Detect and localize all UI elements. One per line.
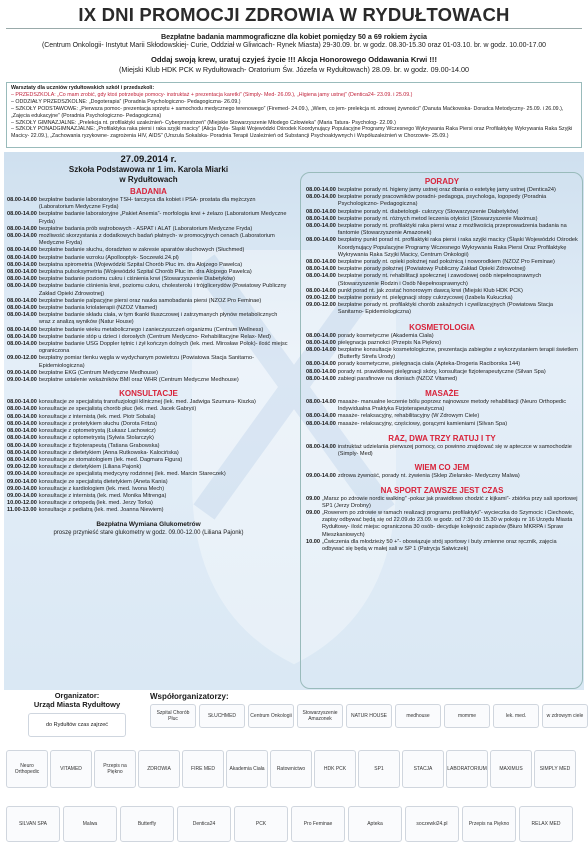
schedule-time: 08.00-14.00 [7, 435, 37, 442]
schedule-time: 09.00-14.00 [7, 377, 37, 384]
main-panel [4, 152, 584, 690]
partner-logo-text: PCK [255, 821, 267, 827]
schedule-time: 08.00-14.00 [306, 413, 336, 420]
partner-logo [120, 806, 174, 842]
schedule-row [306, 216, 578, 223]
schedule-time: 09.00-12.00 [306, 295, 336, 302]
partner-logo-text: NATUR HOUSE [350, 713, 388, 719]
schedule-time: 08.00-14.00 [306, 332, 336, 339]
partner-logo [199, 704, 245, 728]
schedule-row [7, 471, 290, 478]
schedule-row [7, 377, 290, 384]
partner-logo [234, 806, 288, 842]
schedule-row [306, 187, 578, 194]
schedule-description: bezpłatne ustalenie wskaźników BMI oraz WHR (Centrum Medyczne Medhouse) [38, 377, 239, 384]
schedule-row [306, 347, 578, 361]
partner-logo-text: ZDROWIA [147, 766, 171, 772]
schedule-description: bezpłatne porady nt. opieki położnej nad położnicą i noworodkiem (NZOZ Pro Feminae) [337, 259, 555, 266]
schedule-description: bezpłatne badanie wzroku (Apollooptyk- Soczewki.24.pl) [38, 254, 179, 261]
schedule-description: bezpłatne badanie poziomu cukru i ciśnienia krwi (Stowarzyszenie Diabetyków) [38, 276, 236, 283]
schedule-description: bezpłatne badanie słuchu, doradztwo w zakresie aparatów słuchowych (Słuchmed) [38, 247, 245, 254]
schedule-time: 08.00-14.00 [7, 420, 37, 427]
schedule-time: 09.00-14.00 [7, 485, 37, 492]
schedule-time: 08.00-14.00 [7, 297, 37, 304]
schedule-description: bezpłatne EKG (Centrum Medyczne Medhouse) [38, 369, 158, 376]
partner-logo-text: SIMPLY MED [539, 766, 571, 772]
kosmetologia-list [306, 333, 578, 383]
schedule-row [306, 266, 578, 273]
schedule-row [7, 327, 290, 334]
schedule-row [7, 283, 290, 297]
schedule-time: 09.00-12.00 [306, 302, 336, 309]
partner-logo [346, 704, 392, 728]
schedule-row [7, 341, 290, 355]
schedule-description: konsultacje z internistą (lek. med. Monika Mitrenga) [38, 492, 167, 499]
schedule-row [7, 493, 290, 500]
schedule-row [7, 197, 290, 211]
schedule-row [7, 457, 290, 464]
partner-logo-text: Malwa [82, 821, 98, 827]
schedule-time: 09.00-14.00 [7, 471, 37, 478]
schedule-time: 10.00-12.00 [7, 500, 37, 507]
schedule-row [7, 305, 290, 312]
partner-logo-text: Dentica24 [192, 821, 216, 827]
schedule-time: 08.00-14.00 [7, 247, 37, 254]
glukometry-title: Bezpłatna Wymiana Glukometrów [96, 520, 201, 528]
workshops-box [6, 82, 582, 148]
schedule-time: 08.00-14.00 [306, 194, 336, 201]
wiem-list [306, 473, 578, 480]
partner-logo-text: Centrum Onkologii [250, 713, 292, 719]
schedule-time: 08.00-14.00 [306, 368, 336, 375]
partner-logo [226, 750, 268, 788]
schedule-row [7, 355, 290, 369]
schedule-time: 08.00-14.00 [306, 273, 336, 280]
schedule-description: bezpłatne badanie laboratoryjne TSH- tarczyca dla kobiet i PSA- prostata dla mężczyzn (Laboratorium Medyczne Fryda) [38, 197, 256, 211]
schedule-row [7, 450, 290, 457]
schedule-row [7, 443, 290, 450]
schedule-time: 08.00-14.00 [306, 347, 336, 354]
schedule-description: bezpłatne porady nt. higieny jamy ustnej oraz dbania o estetykę jamy ustnej (Dentica24) [337, 187, 556, 193]
partner-logo-text: Szpital Chorób Płuc [156, 710, 190, 722]
partner-logo [493, 704, 539, 728]
schedule-row [7, 312, 290, 326]
konsultacje-list [7, 399, 290, 514]
schedule-description: bezpłatne badanie palpacyjne piersi oraz nauka samobadania piersi (NZOZ Pro Feminae) [38, 297, 262, 304]
schedule-time: 09.00-14.00 [7, 369, 37, 376]
section-title-masaze: MASAŻE [425, 389, 459, 399]
schedule-time: 08.00-14.00 [7, 442, 37, 449]
section-title-wiem: WIEM CO JEM [414, 463, 470, 473]
schedule-description: „Rowerem po zdrowie w ramach realizacji programu profilaktyki”- wycieczka do Szymocic i Ciechowic, zapisy odbywać będą się od 22.09.do 23.09. w godz. od 7:30 do 15.30 w pokoju nr 16 Urzędu Miasta Rydułtowy- ilość miejsc ograniczona 30 osób- decyduje kolejność zapisów (Biuro MKRPA i Spraw Mieszkaniowych) [322, 509, 575, 538]
schedule-row [306, 444, 578, 458]
schedule-time: 08.00-14.00 [7, 261, 37, 268]
schedule-row [306, 295, 578, 302]
schedule-row [7, 211, 290, 225]
partner-logo [395, 704, 441, 728]
schedule-description: konsultacje ze specjalistą transfuzjologii klinicznej (lek. med. Jadwiga Szumura- Kiszka) [38, 399, 256, 406]
partner-logo-text: lek. med. [505, 713, 527, 719]
schedule-description: bezpłatne badanie USG Doppler tętnic i żył kończyn dolnych (lek. med. Mirosław Polok)- ilość miejsc ograniczona [38, 341, 288, 355]
schedule-row [306, 539, 578, 553]
partner-logo [138, 750, 180, 788]
section-title-konsultacje: KONSULTACJE [119, 389, 178, 399]
blood-details: (Miejski Klub HDK PCK w Rydułtowach- Oratorium Św. Józefa w Rydułtowach) 28.09. br. w godz. 09.00-14.00 [119, 65, 469, 74]
partner-logo-text: SŁUCHMED [207, 713, 237, 719]
schedule-row [306, 496, 578, 510]
schedule-time: 08.00-14.00 [306, 361, 336, 368]
schedule-row [306, 340, 578, 347]
schedule-row [7, 428, 290, 435]
schedule-time: 08.00-14.00 [7, 276, 37, 283]
schedule-row [306, 376, 578, 383]
schedule-row [7, 255, 290, 262]
right-column [306, 174, 578, 553]
section-title-sport: NA SPORT ZAWSZE JEST CZAS [380, 485, 504, 495]
schedule-description: bezpłatne porady pracowników poradni- pedagoga, psychologa, logopedy (Poradnia Psychologiczno- Pedagogiczna) [337, 194, 547, 208]
partner-logo-text: STACJA [413, 766, 433, 772]
schedule-row [306, 333, 578, 340]
raz-list [306, 444, 578, 458]
schedule-row [7, 507, 290, 514]
partner-logo-text: VITAMED [60, 766, 82, 772]
schedule-time: 08.00-14.00 [306, 215, 336, 222]
schedule-time: 08.00-14.00 [7, 449, 37, 456]
schedule-row [7, 370, 290, 377]
schedule-row [306, 288, 578, 295]
partner-logo [6, 750, 48, 788]
partner-logo-text: momme [457, 713, 477, 719]
schedule-row [7, 464, 290, 471]
schedule-time: 08.00-14.00 [7, 413, 37, 420]
schedule-description: bezpłatne porady nt. różnych metod leczenia otyłości (Stowarzyszenie Maximus) [337, 215, 538, 222]
partner-logo-text: FIRE MED [191, 766, 215, 772]
schedule-row [7, 334, 290, 341]
schedule-description: konsultacje z dietetykiem (Anna Rutkowska- Kalocińska) [38, 449, 179, 456]
schedule-description: konsultacje z protetykiem słuchu (Dorota Fritza) [38, 420, 157, 427]
schedule-time: 08.00-14.00 [7, 456, 37, 463]
schedule-row [306, 259, 578, 266]
glukometry-text: proszę przynieść stare glukometry w godz. 09.00-12.00 (Liliana Pajonk) [53, 529, 244, 536]
schedule-time: 08.00-14.00 [7, 312, 37, 319]
schedule-time: 08.00-14.00 [306, 259, 336, 266]
schedule-row [306, 209, 578, 216]
schedule-time: 08.00-14.00 [306, 339, 336, 346]
workshop-title: Warsztaty dla uczniów rydułtowskich szkół i przedszkoli: [11, 85, 155, 91]
schedule-description: konsultacje z kardiologiem (lek. med. Iwona Mech) [38, 485, 165, 492]
schedule-row [306, 413, 578, 420]
organizer-title: Organizator: [54, 691, 100, 700]
schedule-row [7, 226, 290, 233]
partner-logo-text: Apteka [367, 821, 383, 827]
schedule-row [306, 399, 578, 413]
schedule-row [7, 435, 290, 442]
schedule-description: konsultacje ze specjalistą chorób płuc (lek. med. Jacek Gabryś) [38, 406, 197, 413]
schedule-time: 08.00-14.00 [7, 305, 37, 312]
schedule-row [7, 486, 290, 493]
schedule-time: 08.00-14.00 [7, 211, 37, 218]
partner-logo-text: Przepis na Piękno [103, 763, 127, 775]
partner-logo [50, 750, 92, 788]
partner-logo [490, 750, 532, 788]
schedule-time: 11.00-13.00 [7, 507, 37, 514]
schedule-time: 08.00-14.00 [7, 326, 37, 333]
schedule-description: konsultacje ze specjalistą dietetykiem (Aneta Kania) [38, 478, 168, 485]
partners-title: Współorganizatorzy: [150, 692, 229, 701]
partner-logo-text: w zdrowym ciele [546, 713, 584, 719]
partner-logo-text: Ratownictwo [276, 766, 306, 772]
partner-logo [444, 704, 490, 728]
partner-logo [348, 806, 402, 842]
organizer-name: Urząd Miasta Rydułtowy [33, 699, 121, 709]
partner-logo [462, 806, 516, 842]
schedule-description: zabiegi parafinowe na dłoniach (NZOZ Vitamed) [337, 375, 458, 382]
section-title-porady: PORADY [424, 177, 460, 186]
partner-logo-text: Przepis na Piękno [468, 821, 510, 827]
organizer-logo-text: do Rydułtów czas zajrzeć [45, 721, 109, 728]
schedule-time: 08.00-14.00 [306, 375, 336, 382]
schedule-description: masaże- relaksacyjny, częściowy, gorącymi kamieniami (Silvan Spa) [337, 420, 508, 427]
schedule-description: instruktaż udzielania pierwszej pomocy, co powinno znajdować się w apteczce w samochodzie (Simply- Med) [337, 443, 572, 458]
schedule-description: punkt porad nt. jak zostać honorowym dawcą krwi (Miejski Klub HDK PCK) [337, 287, 523, 294]
schedule-description: bezpłatne badanie laboratoryjne „Pakiet Anemia”- morfologia krwi + żelazo (Laboratorium Medyczne Fryda) [38, 211, 287, 225]
section-title-badania: BADANIA [130, 187, 167, 196]
schedule-description: bezpłatne konsultacje kosmetologiczne, prezentacja zabiegów z wykorzystaniem terapii świetlem (Butterfly Strefa Urody) [337, 347, 578, 361]
schedule-row [7, 247, 290, 254]
schedule-description: konsultacje ze stomatologiem (lek. med. Dagmara Figura) [38, 456, 183, 463]
partner-logo [402, 750, 444, 788]
schedule-time: 09.00-14.00 [306, 473, 336, 480]
schedule-time: 08.00-14.00 [7, 428, 37, 435]
schedule-row [306, 223, 578, 237]
schedule-row [306, 473, 578, 480]
schedule-description: bezpłatne badania prób wątrobowych - ASPAT i ALAT (Laboratorium Medyczne Fryda) [38, 225, 253, 232]
schedule-time: 08.00-14.00 [306, 208, 336, 215]
schedule-description: bezpłatna pulsoksymetria (Wojewódzki Szpital Chorób Płuc im. dra Alojzego Pawelca) [38, 269, 252, 276]
partner-logo [542, 704, 588, 728]
partner-logo-text: LABORATORIUM [447, 766, 487, 772]
schedule-row [7, 406, 290, 413]
schedule-description: konsultacje z internistą (lek. med. Piotr Sobala) [38, 413, 156, 420]
partner-logo-text: SP1 [374, 766, 384, 772]
schedule-row [7, 479, 290, 486]
schedule-row [306, 273, 578, 287]
schedule-row [7, 262, 290, 269]
schedule-description: bezpłatne porady nt. pielęgnacji stopy cukrzycowej (Izabela Kukuczka) [337, 295, 513, 302]
workshop-line: – PRZEDSZKOLA: „Co mam zrobić, gdy ktoś potrzebuje pomocy- instruktaż + prezentacja karetki” (Simply- Med- 26.09.), „Higiena jamy ustnej” (Dentica24- 23.09. i 25.09.) [11, 91, 413, 98]
schedule-row [306, 421, 578, 428]
partner-logo [270, 750, 312, 788]
schedule-row [7, 298, 290, 305]
partner-logo-text: Butterfly [137, 821, 157, 827]
schedule-description: masaże- manualne leczenie bólu poprzez najnowsze metody rehabilitacji (Neuro Orthopedic Indywidualna Praktyka Fizjoterapeutyczna) [337, 399, 567, 413]
sport-list [306, 496, 578, 554]
schedule-time: 09.00-12.00 [7, 355, 37, 362]
schedule-row [306, 510, 578, 539]
partner-logo [177, 806, 231, 842]
workshop-line: – SZKOŁY PONADGIMNAZJALNE: „Profilaktyka raka piersi i raka szyjki macicy” (Alicja Dyla- Śląski Wojewódzki Ośrodek Koordynujący Populacyjne Programy Wczesnego Wykrywania Raka Piersi oraz Profilaktykę Wykrywania Raka Szyjki Macicy- 22.09.), „Zachowania ryzykowne- zagrożenia HIV, AIDS” (Urszula Sokalska- Poradnia Terapii Uzależnień od Substancji Psychoaktywnych i Współuzależnień w Chorzowie- 25.09.) [11, 126, 573, 140]
schedule-time: 08.00-14.00 [306, 399, 336, 406]
schedule-row [7, 276, 290, 283]
section-title-raz: RAZ, DWA TRZY RATUJ I TY [388, 433, 496, 443]
schedule-description: konsultacje z pediatrą (lek. med. Joanna Niewiem) [38, 507, 164, 514]
schedule-description: bezpłatny pomiar tlenku węgla w wydychanym powietrzu (Powiatowa Stacja Sanitarno- Epidemiologiczna) [38, 355, 255, 369]
event-school: Szkoła Podstawowa nr 1 im. Karola Miarki [68, 165, 229, 174]
porady-list [306, 187, 578, 317]
partner-logo [291, 806, 345, 842]
schedule-description: porady kosmetyczne (Akademia Ciała) [337, 332, 434, 339]
section-title-kosmetologia: KOSMETOLOGIA [409, 322, 475, 332]
partner-logo-text: medhouse [406, 713, 430, 719]
page-title: IX DNI PROMOCJI ZDROWIA W RYDUŁTOWACH [78, 4, 510, 25]
schedule-description: konsultacje z optometrystą (Sylwia Stolarczyk) [38, 435, 154, 442]
schedule-time: 08.00-14.00 [7, 341, 37, 348]
schedule-description: konsultacje z ortopedą (lek. med. Jerzy Torka) [38, 500, 153, 507]
schedule-description: „Ćwiczenia dla młodzieży 50 +”- obowiązuje strój sportowy i buty zmienne oraz ręcznik, zajęcia odbywać się będą w małej sali w SP 1 (Patrycja Sałwiczek) [322, 538, 557, 552]
schedule-row [7, 399, 290, 406]
schedule-time: 08.00-14.00 [306, 443, 336, 450]
schedule-time: 08.00-14.00 [306, 223, 336, 230]
schedule-time: 10.00 [306, 538, 320, 545]
schedule-time: 08.00-14.00 [7, 225, 37, 232]
partner-logo-text: MAXIMUS [499, 766, 523, 772]
schedule-description: możliwość skorzystania z dodatkowych badań płatnych- w promocyjnych cenach (Laboratorium Medyczne Fryda) [38, 233, 275, 247]
schedule-description: bezpłatne porady nt. rehabilitacji społecznej i zawodowej osób niepełnosprawnych (Stowarzyszenie Rodzin i Osób Niepełnosprawnych) [337, 273, 542, 287]
blood-heading: Oddaj swoją krew, uratuj czyjeś życie !!! Akcja Honorowego Oddawania Krwi !!! [151, 55, 437, 64]
schedule-time: 08.00-14.00 [306, 237, 336, 244]
title-rule [6, 28, 582, 29]
schedule-row [7, 233, 290, 247]
schedule-row [7, 500, 290, 507]
schedule-description: bezpłatne badanie składu ciała, w tym tkanki tłuszczowej i zatrzymanych płynów metabolicznych wraz z analizą wyników (Natur House) [38, 312, 278, 326]
partner-logo [358, 750, 400, 788]
schedule-description: bezpłatne porady nt. diabetologii- cukrzycy (Stowarzyszenie Diabetyków) [337, 208, 519, 215]
partner-logo [6, 806, 60, 842]
schedule-time: 09.00 [306, 495, 320, 502]
partner-logo [519, 806, 573, 842]
schedule-time: 08.00-14.00 [306, 266, 336, 273]
schedule-row [306, 302, 578, 316]
workshop-line: – SZKOŁY GIMNAZJALNE: „Prelekcja nt. profilaktyki uzależnień- Cyberprzestrzeń” (Miejskie Stowarzyszenie Młodego Człowieka” (Maria Tatura- Psycholog- 22.09.) [11, 119, 396, 126]
partner-logo-text: SILVAN SPA [18, 821, 48, 827]
schedule-row [306, 369, 578, 376]
schedule-row [306, 361, 578, 368]
workshop-line: – ODDZIAŁY PRZEDSZKOLNE: „Dogoterapia” (Poradnia Psychologiczno- Pedagogiczna- 26.09.) [11, 98, 241, 105]
schedule-description: bezpłatne badanie wieku metabolicznego i zanieczyszczeń organizmu (Centrum Wellness) [38, 326, 264, 333]
schedule-time: 09.00 [306, 509, 320, 516]
partner-logo-text: Akademia Ciała [229, 766, 265, 772]
schedule-description: konsultacje z fizjoterapeutą (Tatiana Grabowska) [38, 442, 160, 449]
schedule-time: 08.00-14.00 [306, 287, 336, 294]
schedule-description: bezpłatna spirometria (Wojewódzki Szpital Chorób Płuc im. dra Alojzego Pawelca) [38, 261, 243, 268]
schedule-description: masaże- relaksacyjny, rehabilitacyjny (W Zdrowym Ciele) [337, 413, 480, 420]
footer [0, 692, 588, 848]
schedule-description: pielęgnacja paznokci (Przepis Na Piękno) [337, 339, 442, 346]
schedule-description: „Marsz po zdrowie nordic walking” -pokaz jak prawidłowo chodzić z kijkami”- zbiórka przy sali sportowej SP1 (Jerzy Drobny) [322, 495, 578, 509]
partner-logo [314, 750, 356, 788]
partner-logo [446, 750, 488, 788]
mammo-details: (Centrum Onkologii- Instytut Marii Skłodowskiej- Curie, Oddział w Gliwicach- Rynek Miasta) 29-30.09. br. w godz. 08.30-15.30 oraz 01-03.10. br. w godz. 10.00-17.00 [41, 42, 546, 49]
schedule-time: 08.00-14.00 [7, 269, 37, 276]
event-city: w Rydułtowach [119, 174, 178, 184]
partner-logo [94, 750, 136, 788]
schedule-row [7, 414, 290, 421]
partner-logo [150, 704, 196, 728]
partner-logo-text: HDK PCK [323, 766, 347, 772]
partner-logo [248, 704, 294, 728]
schedule-time: 08.00-14.00 [7, 333, 37, 340]
partner-logo [182, 750, 224, 788]
partner-logo-text: Stowarzyszenie Amazonek [302, 710, 338, 722]
partner-logo-text: RELAX MED [531, 821, 561, 827]
organizer-block [18, 692, 136, 737]
schedule-description: bezpłatne badanie stóp u dzieci i dorosłych (Centrum Medyczno- Rehabilitacyjne Relax- Med) [38, 333, 271, 340]
schedule-description: bezpłatne porady nt. profilaktyki chorób zakaźnych i cywilizacyjnych (Powiatowa Stacja Sanitarno- Epidemiologiczna) [337, 302, 554, 316]
event-date: 27.09.2014 r. [120, 154, 177, 165]
schedule-row [7, 421, 290, 428]
schedule-row [7, 269, 290, 276]
partner-logo [534, 750, 576, 788]
organizer-logo [28, 713, 126, 737]
schedule-time: 09.00-14.00 [7, 478, 37, 485]
workshop-line: – SZKOŁY PODSTAWOWE: „Pierwsza pomoc- prezentacja sprzętu + samochodu medycznego terenowego” (Firemed- 24.09.), „Wiem, co jem- prelekcja nt. zdrowej żywności” (Danuta Maćkowska- Doradca Metodyczny- 25.09. i 26.09.), „Zajęcia edukacyjne” (Poradnia Psychologiczno- Pedagogiczna) [11, 105, 564, 119]
mammo-heading: Bezpłatne badania mammograficzne dla kobiet pomiędzy 50 a 69 rokiem życia [160, 32, 428, 41]
schedule-description: konsultacje z optometrystą (Łukasz Lachowicz) [38, 428, 156, 435]
schedule-time: 08.00-14.00 [7, 399, 37, 406]
schedule-description: porady nt. prawidłowej pielęgnacji skóry, konsultacje fizjoterapeutyczne (Silvan Spa) [337, 368, 546, 375]
schedule-time: 08.00-14.00 [7, 406, 37, 413]
schedule-row [306, 194, 578, 208]
partner-logo-text: Pro Feminae [303, 821, 333, 827]
schedule-time: 09.00-14.00 [7, 492, 37, 499]
partner-logo [405, 806, 459, 842]
partner-logo-text: soczewki24.pl [416, 821, 448, 827]
badania-list [7, 197, 290, 384]
schedule-time: 08.00-14.00 [7, 233, 37, 240]
schedule-description: zdrowa żywność, porady nt. żywienia (Sklep Zielarsko- Medyczny Malwa) [337, 473, 520, 480]
schedule-row [306, 237, 578, 259]
partner-logo-text: Neuro Orthopedic [14, 763, 40, 775]
schedule-time: 09.00-12.00 [7, 464, 37, 471]
masaze-list [306, 399, 578, 428]
schedule-time: 08.00-14.00 [306, 187, 336, 193]
schedule-time: 08.00-14.00 [7, 197, 37, 203]
schedule-description: porady kosmetyczne, pielęgnacja ciała (Apteka-Drogeria Raciborska 144) [337, 361, 521, 368]
schedule-description: bezpłatne badania kriolaterapii (NZOZ Vitamed) [38, 305, 158, 312]
schedule-description: konsultacje ze specjalistą medycyny rodzinnej (lek. med. Marcin Stareczek) [38, 471, 226, 478]
schedule-description: konsultacje z dietetykiem (Liliana Pajonk) [38, 464, 142, 471]
partner-logo [297, 704, 343, 728]
schedule-time: 08.00-14.00 [7, 254, 37, 261]
schedule-time: 08.00-14.00 [7, 283, 37, 290]
schedule-description: bezpłatne badanie ciśnienia krwi, poziomu cukru, cholesterolu i trójglicerydów (Powiatowy Publiczny Zakład Opieki Zdrowotnej) [38, 283, 287, 297]
schedule-time: 08.00-14.00 [306, 420, 336, 427]
left-column [7, 154, 290, 537]
schedule-description: bezpłatne porady położnej (Powiatowy Publiczny Zakład Opieki Zdrowotnej) [337, 266, 526, 273]
schedule-description: bezpłatny punkt porad nt. profilaktyki raka piersi i raka szyjki macicy (Śląski Wojewódzki Ośrodek Koordynujący Populacyjne Programy Wczesnego Wykrywania Raka Piersi Oraz Profilaktykę Wykrywania Raka Szyjki Macicy, Centrum Onkologii) [337, 237, 578, 258]
partner-logo [63, 806, 117, 842]
schedule-description: bezpłatne porady nt. profilaktyki raka piersi wraz z możliwością przeprowadzenia badania na fantomie (Stowarzyszenie Amazonek) [337, 223, 567, 237]
